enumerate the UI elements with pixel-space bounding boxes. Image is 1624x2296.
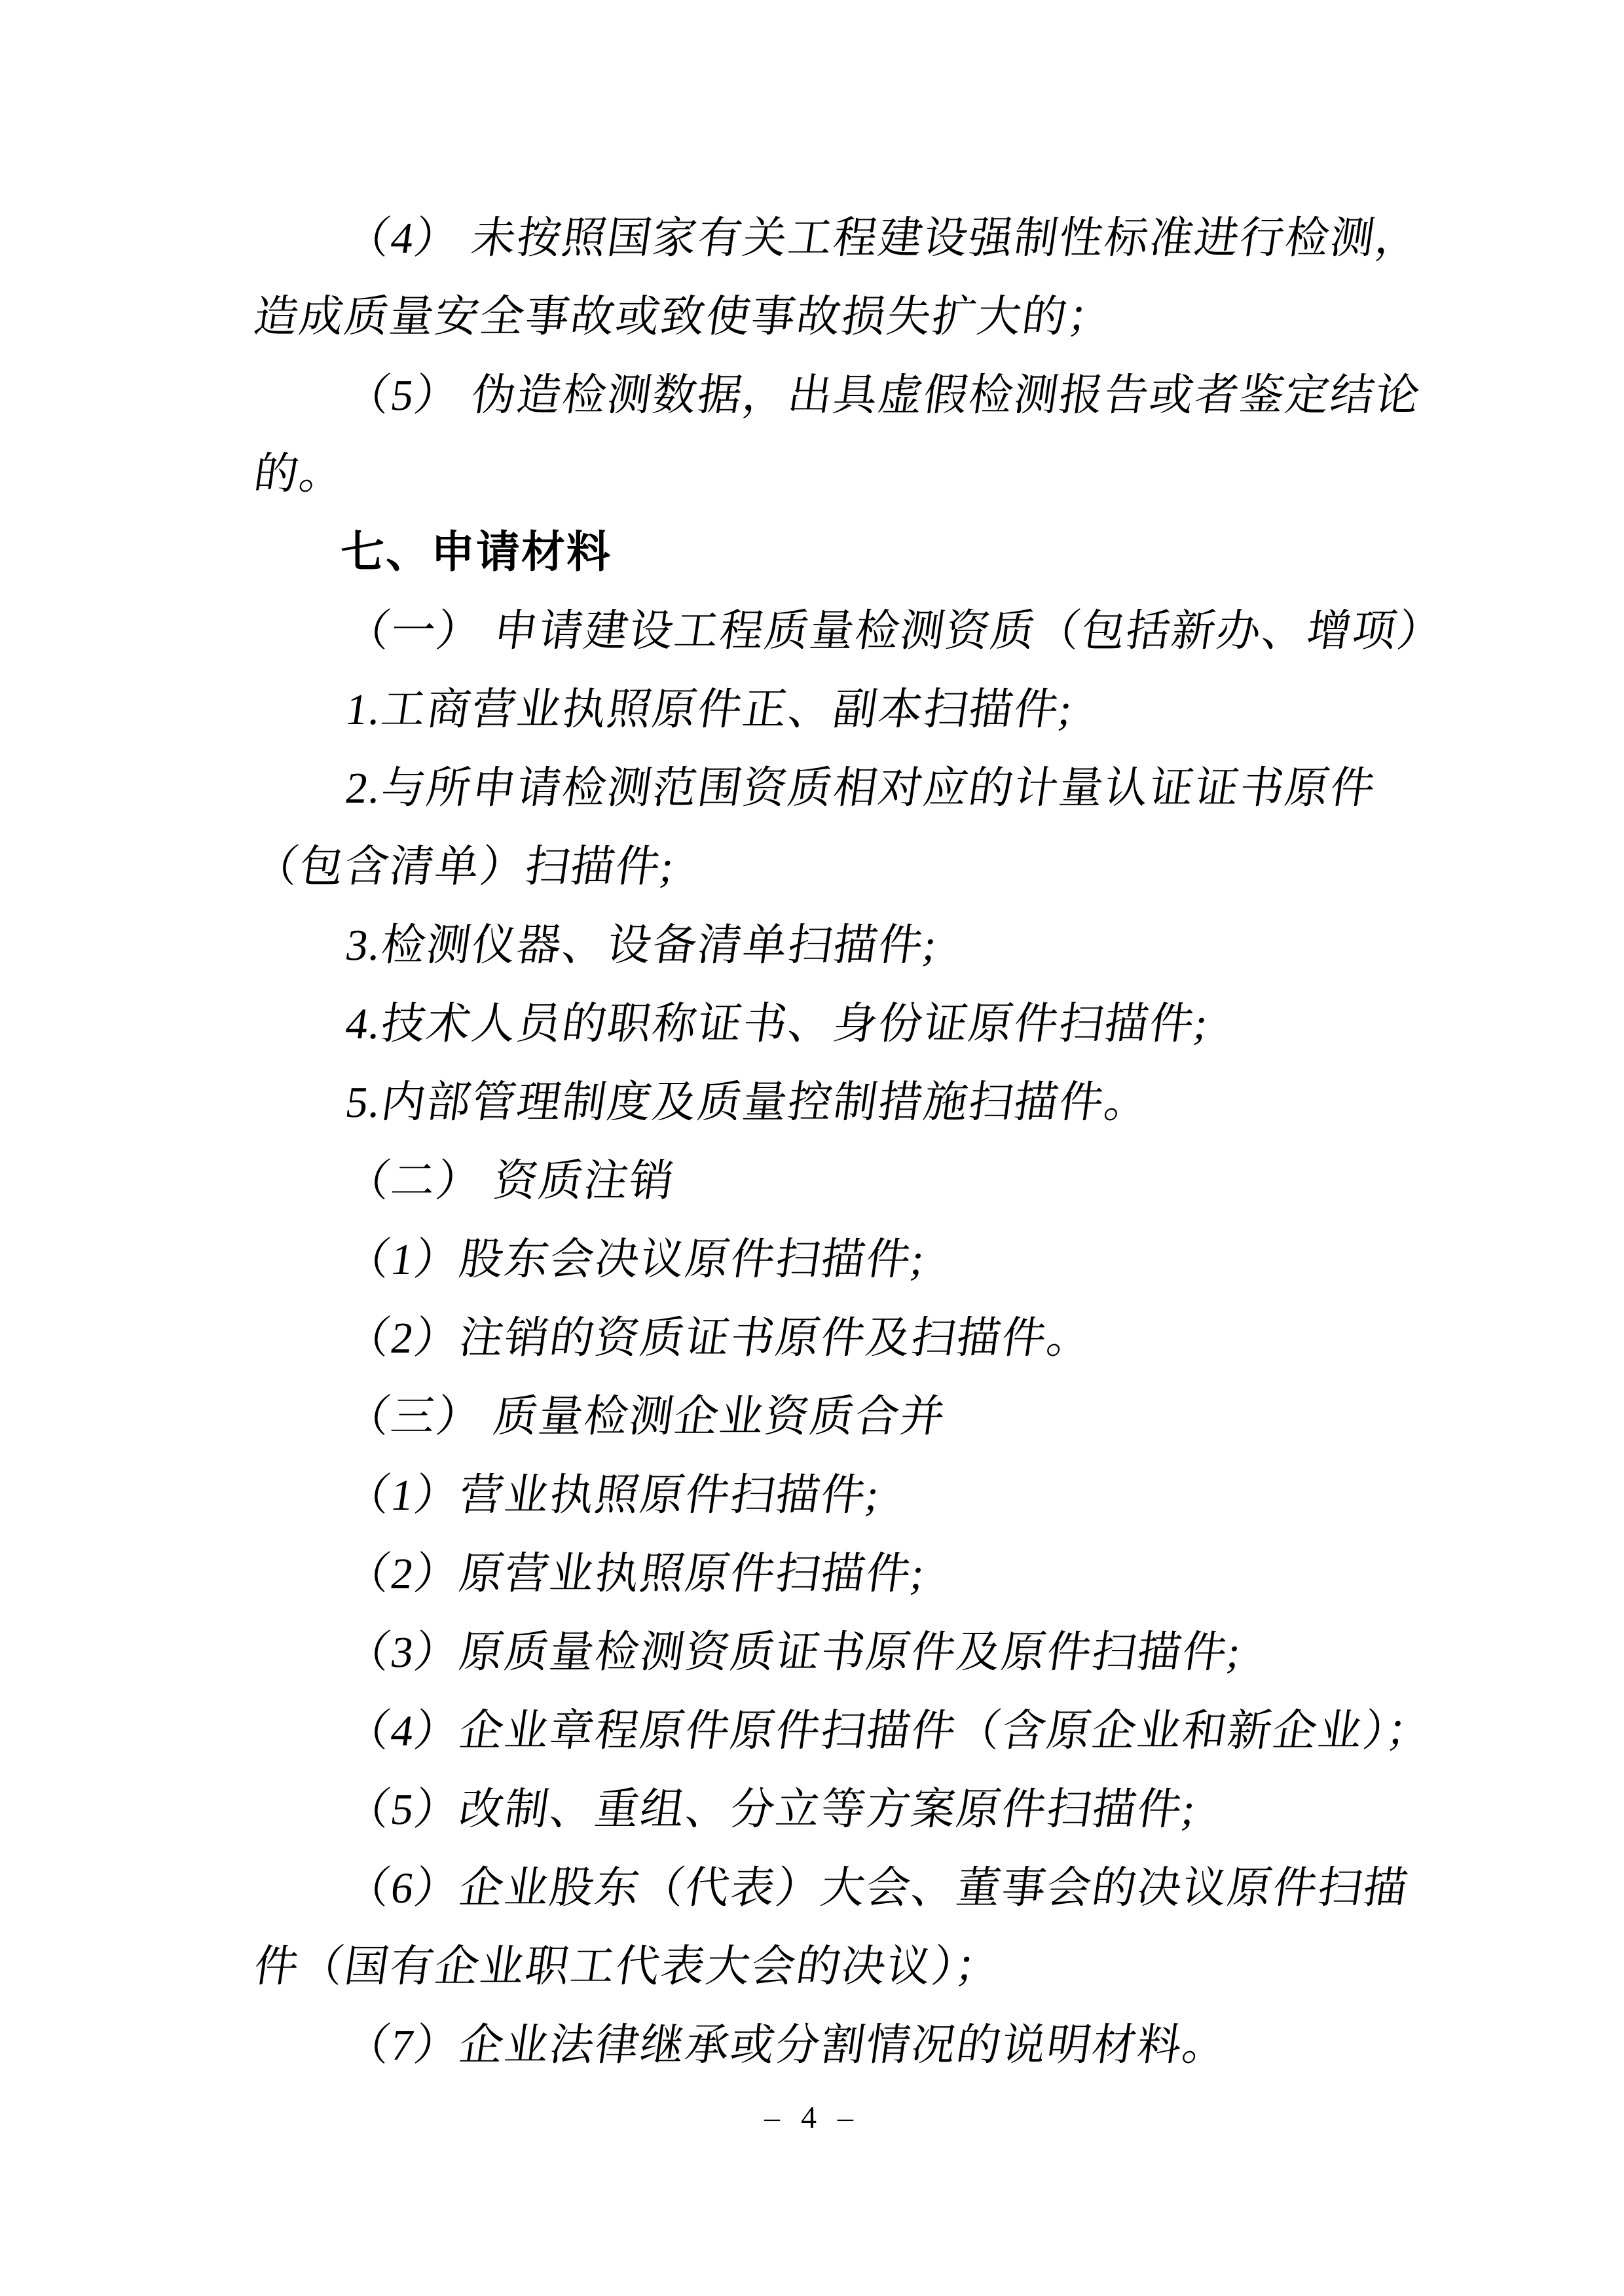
text-line-content: （1）营业执照原件扫描件; [342,1471,883,1520]
text-line-content: （5） 伪造检测数据，出具虚假检测报告或者鉴定结论 [342,371,1424,420]
text-line-content: （2）注销的资质证书原件及扫描件。 [342,1314,1096,1362]
text-line-content: （三） 质量检测企业资质合并 [342,1393,950,1441]
text-line [249,1849,1412,1927]
text-line-content: 4.技术人员的职称证书、身份证原件扫描件; [342,1000,1212,1048]
page-number: – 4 – [764,2100,860,2135]
text-line [249,1377,1378,1456]
text-line-content: （二） 资质注销 [342,1157,678,1205]
text-line [249,435,1378,513]
text-line [249,356,1424,435]
text-line [249,749,1378,828]
text-line-content: 2.与所申请检测范围资质相对应的计量认证证书原件 [342,764,1379,812]
text-line [249,1770,1378,1849]
text-line [249,1613,1378,1692]
text-line-content: （4） 未按照国家有关工程建设强制性标准进行检测， [342,214,1424,263]
text-line [249,1456,1378,1535]
text-line-content: 1.工商营业执照原件正、副本扫描件; [342,685,1077,734]
text-line-content: 3.检测仪器、设备清单扫描件; [342,921,941,970]
text-line [249,199,1424,278]
text-line-content: （6）企业股东（代表）大会、董事会的决议原件扫描 [342,1864,1412,1912]
text-line-content: （一） 申请建设工程质量检测资质（包括新办、增项） [342,607,1447,655]
text-line [249,278,1378,356]
text-line [249,1063,1378,1142]
text-line [249,1220,1378,1299]
text-line-content: （1）股东会决议原件扫描件; [342,1235,929,1284]
text-line-content: （3）原质量检测资质证书原件及原件扫描件; [342,1628,1245,1677]
text-line-content: （4）企业章程原件原件扫描件（含原企业和新企业）； [342,1707,1435,1755]
text-line [249,1299,1378,1377]
text-line-content: 件（国有企业职工代表大会的决议）； [251,1942,1005,1991]
text-line [249,592,1447,670]
text-line [249,1927,1378,2006]
text-line-content: 造成质量安全事故或致使事故损失扩大的； [251,293,1116,341]
text-line [249,670,1378,749]
text-line [249,1692,1435,1770]
text-line-content: 5.内部管理制度及质量控制措施扫描件。 [342,1078,1153,1127]
section-heading [249,513,1378,592]
text-line-content: 七、申请材料 [341,528,612,577]
text-line-content: （5）改制、重组、分立等方案原件扫描件; [342,1785,1200,1834]
text-line-content: 的。 [251,450,348,498]
text-line [249,828,1378,906]
text-line-content: （7）企业法律继承或分割情况的说明材料。 [342,2021,1232,2069]
text-line [249,985,1378,1063]
text-line [249,1142,1378,1220]
document-body [249,199,1447,2085]
text-line [249,1535,1378,1613]
text-line-content: （2）原营业执照原件扫描件; [342,1550,929,1598]
text-line [249,906,1378,985]
text-line-content: （包含清单）扫描件; [251,843,678,891]
text-line [249,2006,1378,2085]
